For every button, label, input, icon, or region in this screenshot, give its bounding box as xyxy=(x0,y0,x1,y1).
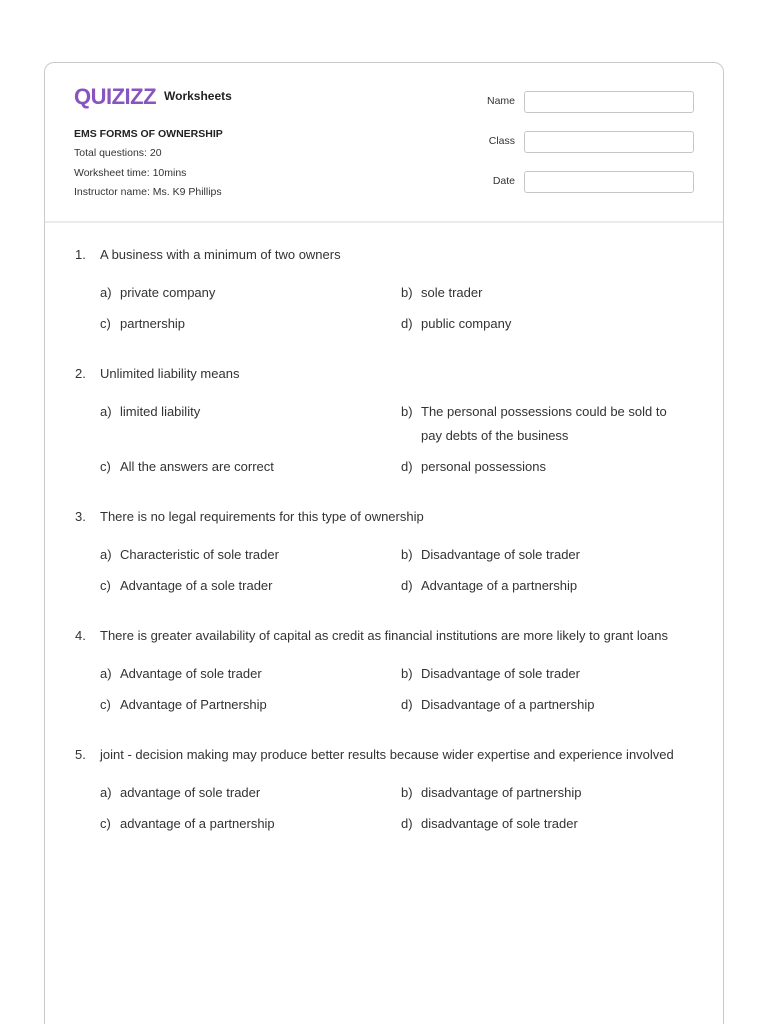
option-text: Advantage of a sole trader xyxy=(120,578,273,593)
question-list xyxy=(75,243,715,862)
question-text: There is no legal requirements for this type of ownership xyxy=(100,509,424,524)
question-row xyxy=(75,743,715,767)
question-item xyxy=(75,743,715,836)
option-text: Advantage of sole trader xyxy=(120,666,262,681)
question-text: Unlimited liability means xyxy=(100,366,240,381)
answer-option[interactable] xyxy=(100,574,401,598)
option-text: Characteristic of sole trader xyxy=(120,547,279,562)
option-letter: b) xyxy=(401,666,413,681)
class-field xyxy=(465,131,695,155)
question-item xyxy=(75,243,715,336)
option-text: The personal possessions could be sold to pay debts of the business xyxy=(421,404,667,443)
worksheet-time: Worksheet time: 10mins xyxy=(74,166,187,179)
question-text: A business with a minimum of two owners xyxy=(100,247,341,262)
question-number: 3. xyxy=(75,509,86,524)
option-text: advantage of sole trader xyxy=(120,785,261,800)
answer-option[interactable] xyxy=(100,400,401,448)
option-text: disadvantage of partnership xyxy=(421,785,582,800)
answer-options xyxy=(100,662,715,717)
option-letter: a) xyxy=(100,285,112,300)
option-text: limited liability xyxy=(120,404,201,419)
instructor-name: Instructor name: Ms. K9 Phillips xyxy=(74,186,222,198)
worksheet-meta xyxy=(74,125,223,203)
worksheet-page xyxy=(44,62,724,1024)
answer-option[interactable] xyxy=(100,543,401,567)
answer-options xyxy=(100,281,715,336)
name-label: Name xyxy=(486,95,515,107)
option-letter: c) xyxy=(100,697,111,712)
answer-option[interactable] xyxy=(100,812,401,836)
answer-option[interactable] xyxy=(401,312,691,336)
option-letter: b) xyxy=(401,547,413,562)
option-text: Disadvantage of sole trader xyxy=(421,547,580,562)
answer-option[interactable] xyxy=(100,455,401,479)
worksheet-header xyxy=(45,63,723,223)
option-text: disadvantage of sole trader xyxy=(421,816,578,831)
option-letter: a) xyxy=(100,666,112,681)
option-text: Disadvantage of a partnership xyxy=(421,697,595,712)
question-row xyxy=(75,243,715,267)
answer-option[interactable] xyxy=(401,281,691,305)
option-text: personal possessions xyxy=(421,459,547,474)
question-number: 1. xyxy=(75,247,86,262)
logo-text: QUIZIZZ xyxy=(74,85,157,109)
quizizz-logo-mark xyxy=(74,85,158,109)
option-letter: a) xyxy=(100,404,112,419)
class-label: Class xyxy=(488,135,515,147)
option-letter: c) xyxy=(100,459,111,474)
answer-option[interactable] xyxy=(100,693,401,717)
question-number: 5. xyxy=(75,747,86,762)
question-text: There is greater availability of capital as credit as financial institutions are more likely to grant loans xyxy=(100,628,668,643)
answer-options xyxy=(100,543,715,598)
option-text: All the answers are correct xyxy=(120,459,274,474)
option-letter: c) xyxy=(100,316,111,331)
answer-options xyxy=(100,781,715,836)
question-number: 4. xyxy=(75,628,86,643)
question-row xyxy=(75,505,715,529)
option-letter: a) xyxy=(100,785,112,800)
logo-subtitle: Worksheets xyxy=(164,89,232,103)
option-letter: d) xyxy=(401,316,413,331)
option-letter: b) xyxy=(401,785,413,800)
answer-option[interactable] xyxy=(401,574,691,598)
date-field xyxy=(465,171,695,195)
answer-option[interactable] xyxy=(100,781,401,805)
date-input[interactable] xyxy=(524,171,694,193)
question-number: 2. xyxy=(75,366,86,381)
answer-option[interactable] xyxy=(401,812,691,836)
option-letter: d) xyxy=(401,816,413,831)
quizizz-logo xyxy=(74,84,232,110)
answer-option[interactable] xyxy=(401,781,691,805)
answer-option[interactable] xyxy=(401,662,691,686)
class-input[interactable] xyxy=(524,131,694,153)
name-input[interactable] xyxy=(524,91,694,113)
option-text: Advantage of a partnership xyxy=(421,578,578,593)
option-text: Disadvantage of sole trader xyxy=(421,666,580,681)
option-text: partnership xyxy=(120,316,186,331)
question-item xyxy=(75,505,715,598)
answer-option[interactable] xyxy=(401,543,691,567)
option-letter: b) xyxy=(401,404,413,419)
name-field xyxy=(465,91,695,115)
option-text: public company xyxy=(421,316,512,331)
question-row xyxy=(75,624,715,648)
option-letter: c) xyxy=(100,816,111,831)
option-letter: d) xyxy=(401,697,413,712)
option-text: Advantage of Partnership xyxy=(120,697,267,712)
option-text: sole trader xyxy=(421,285,483,300)
option-letter: c) xyxy=(100,578,111,593)
answer-option[interactable] xyxy=(100,662,401,686)
option-text: advantage of a partnership xyxy=(120,816,275,831)
option-letter: d) xyxy=(401,578,413,593)
answer-options xyxy=(100,400,715,479)
answer-option[interactable] xyxy=(100,312,401,336)
answer-option[interactable] xyxy=(401,400,691,448)
answer-option[interactable] xyxy=(100,281,401,305)
answer-option[interactable] xyxy=(401,693,691,717)
question-item xyxy=(75,624,715,717)
option-text: private company xyxy=(120,285,216,300)
total-questions: Total questions: 20 xyxy=(74,147,162,159)
worksheet-title: EMS FORMS OF OWNERSHIP xyxy=(74,128,223,140)
option-letter: a) xyxy=(100,547,112,562)
question-row xyxy=(75,362,715,386)
answer-option[interactable] xyxy=(401,455,691,479)
option-letter: d) xyxy=(401,459,413,474)
question-item xyxy=(75,362,715,479)
question-text: joint - decision making may produce better results because wider expertise and experience involved xyxy=(100,747,674,762)
option-letter: b) xyxy=(401,285,413,300)
date-label: Date xyxy=(492,175,515,187)
